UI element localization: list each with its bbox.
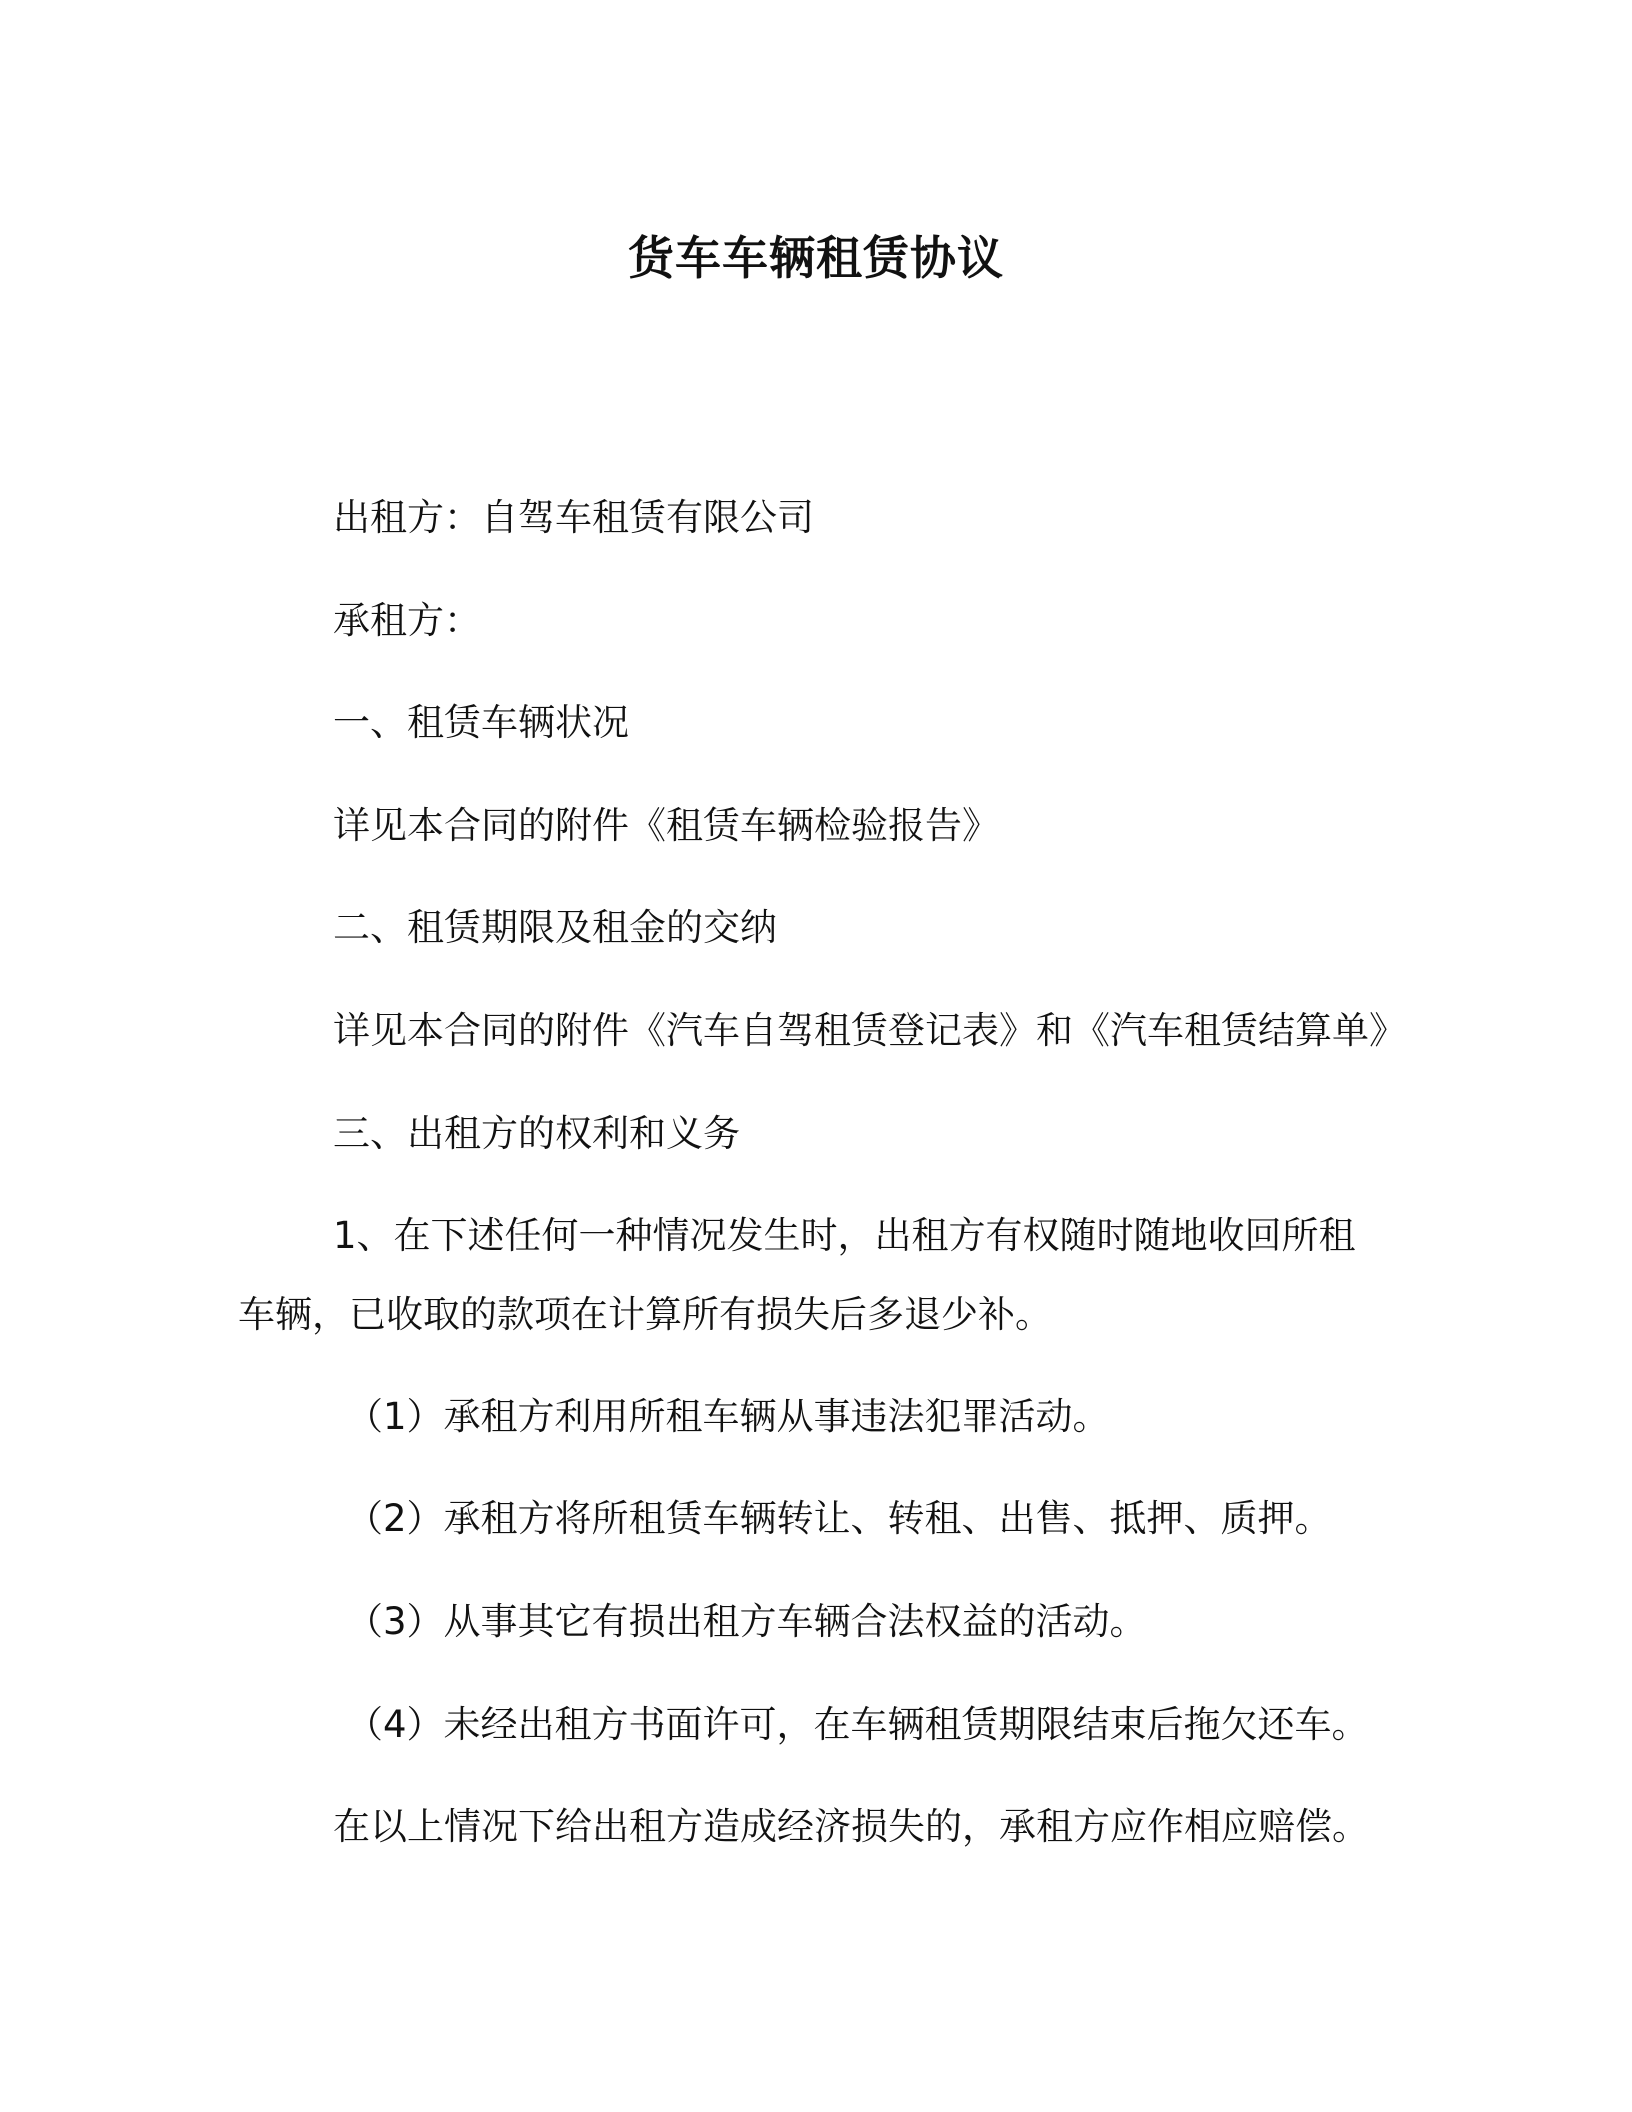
clause-item-1: （1）承租方利用所租车辆从事违法犯罪活动。 [346, 1395, 1110, 1438]
clause-item-2: （2）承租方将所租赁车辆转让、转租、出售、抵押、质押。 [346, 1497, 1332, 1540]
section-2-heading: 二、租赁期限及租金的交纳 [333, 906, 777, 949]
section-1-body: 详见本合同的附件《租赁车辆检验报告》 [333, 804, 999, 847]
section-2-body: 详见本合同的附件《汽车自驾租赁登记表》和《汽车租赁结算单》 [333, 1009, 1406, 1052]
document-title: 货车车辆租赁协议 [628, 231, 1004, 285]
clause-item-4: （4）未经出租方书面许可，在车辆租赁期限结束后拖欠还车。 [346, 1703, 1369, 1746]
section-1-heading: 一、租赁车辆状况 [333, 701, 629, 744]
clause-1-line-1: 1、在下述任何一种情况发生时，出租方有权随时随地收回所租 [333, 1214, 1356, 1257]
clause-item-3: （3）从事其它有损出租方车辆合法权益的活动。 [346, 1600, 1147, 1643]
lessee-line: 承租方： [333, 599, 481, 642]
section-3-heading: 三、出租方的权利和义务 [333, 1112, 740, 1155]
lessor-line: 出租方：自驾车租赁有限公司 [333, 496, 814, 539]
closing-paragraph: 在以上情况下给出租方造成经济损失的，承租方应作相应赔偿。 [333, 1805, 1369, 1848]
clause-1-line-2: 车辆，已收取的款项在计算所有损失后多退少补。 [238, 1293, 1052, 1336]
